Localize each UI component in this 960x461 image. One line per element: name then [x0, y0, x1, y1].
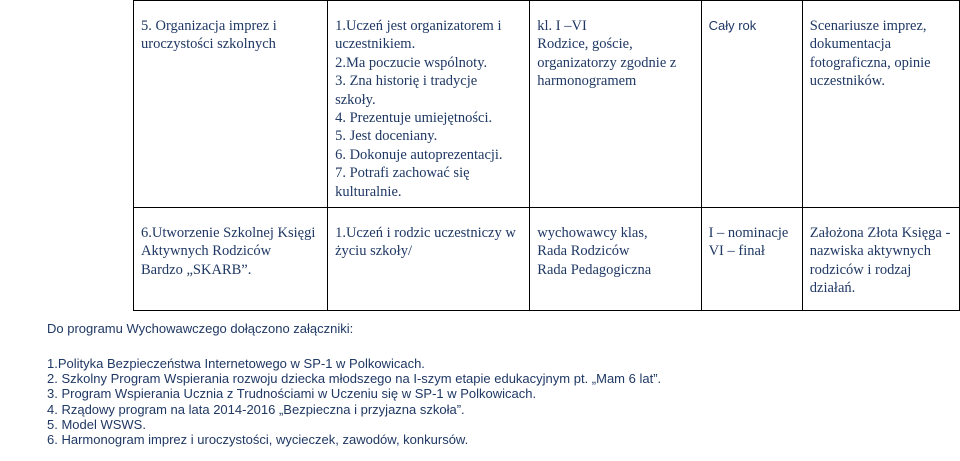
cell-line: 3. Zna historię i tradycje [335, 73, 478, 90]
program-table [133, 0, 960, 311]
attachment-item: 2. Szkolny Program Wspierania rozwoju dziecka młodszego na I-szym etapie edukacyjnym pt. „Mam 6 lat”. [47, 371, 662, 387]
cell-line: życiu szkoły/ [335, 243, 412, 260]
timeframe-cell [701, 208, 802, 311]
cell-line: 5. Jest doceniany. [335, 128, 438, 145]
responsible-cell [530, 208, 701, 311]
cell-line: 5. Organizacja imprez i [141, 18, 277, 34]
cell-line: 6. Dokonuje autoprezentacji. [335, 146, 503, 163]
cell-line: uczestnikiem. [335, 36, 416, 53]
cell-line: Rodzice, goście, [537, 36, 633, 53]
cell-line: 2.Ma poczucie wspólnoty. [335, 54, 488, 71]
evaluation-cell [802, 1, 959, 208]
cell-line: Cały rok [708, 18, 757, 33]
table-row [134, 208, 960, 311]
task-cell [134, 208, 328, 311]
timeframe-cell [701, 1, 802, 208]
outcomes-cell [328, 1, 530, 208]
attachment-item: 5. Model WSWS. [47, 416, 146, 432]
attachments-section [47, 321, 927, 447]
table-row [134, 1, 960, 208]
cell-line: harmonogramem [537, 73, 637, 90]
task-cell [134, 1, 328, 208]
attachment-item: 1.Polityka Bezpieczeństwa Internetowego w SP-1 w Polkowicach. [47, 356, 425, 371]
cell-line: 7. Potrafi zachować się [335, 165, 470, 182]
cell-line: 6.Utworzenie Szkolnej Księgi [141, 225, 316, 242]
attachment-item: 4. Rządowy program na lata 2014-2016 „Bezpieczna i przyjazna szkoła”. [47, 401, 465, 417]
cell-line: organizatorzy zgodnie z [537, 54, 677, 71]
cell-line: rodziców i rodzaj [809, 261, 912, 278]
cell-line: 1.Uczeń i rodzic uczestniczy w [335, 225, 516, 242]
responsible-cell [530, 1, 701, 208]
cell-line: dokumentacja [809, 36, 892, 53]
cell-line: kulturalnie. [335, 183, 402, 200]
cell-line: Scenariusze imprez, [809, 18, 927, 34]
cell-line: Rada Rodziców [537, 243, 630, 260]
cell-line: szkoły. [335, 91, 376, 108]
attachment-item: 3. Program Wspierania Ucznia z Trudnościami w Uczeniu się w SP-1 w Polkowicach. [47, 386, 537, 402]
attachment-item: 6. Harmonogram imprez i uroczystości, wycieczek, zawodów, konkursów. [47, 432, 469, 448]
attachments-heading: Do programu Wychowawczego dołączono załączniki: [47, 321, 354, 336]
cell-line: I – nominacje [708, 225, 789, 242]
evaluation-cell [802, 208, 959, 311]
cell-line: fotograficzna, opinie [809, 54, 931, 71]
cell-line: nazwiska aktywnych [809, 243, 931, 260]
cell-line: 1.Uczeń jest organizatorem i [335, 18, 502, 34]
cell-line: działań. [809, 280, 856, 297]
cell-line: Bardzo „SKARB”. [141, 261, 252, 278]
cell-line: uczestników. [809, 73, 885, 90]
cell-line: wychowawcy klas, [537, 225, 648, 242]
cell-line: kl. I –VI [537, 18, 587, 34]
cell-line: Założona Złota Księga - [809, 225, 951, 242]
cell-line: VI – finał [708, 243, 765, 260]
cell-line: Aktywnych Rodziców [141, 243, 272, 260]
cell-line: 4. Prezentuje umiejętności. [335, 110, 493, 127]
outcomes-cell [328, 208, 530, 311]
cell-line: uroczystości szkolnych [141, 36, 276, 53]
cell-line: Rada Pedagogiczna [537, 261, 652, 278]
